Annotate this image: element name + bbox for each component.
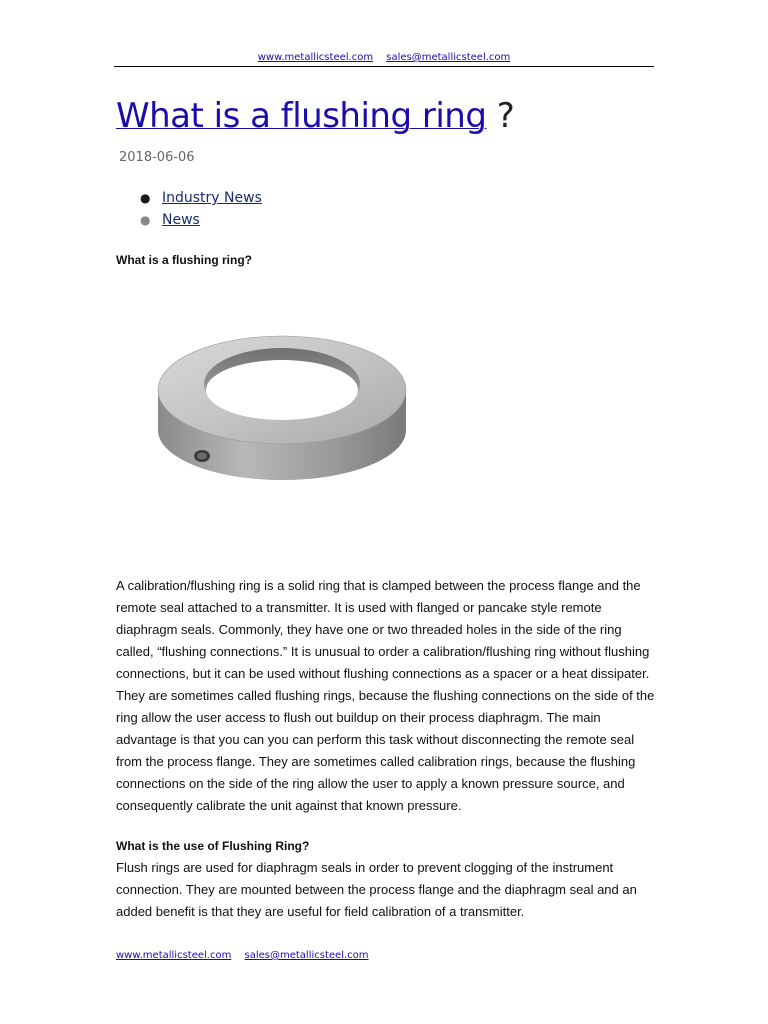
category-item [116,188,262,210]
post-date: 2018-06-06 [119,150,195,165]
paragraph-use: Flush rings are used for diaphragm seals in order to prevent clogging of the instrument connection. They are mounted between the process flange and the diaphragm seal and an added benefit is that they are useful for field calibration of a transmitter. [116,860,637,919]
category-link-industry-news[interactable]: Industry News [162,190,262,206]
footer-links [116,950,379,961]
header-divider [114,66,654,67]
title-suffix: ? [496,96,515,136]
category-item [116,210,262,232]
flushing-ring-image [150,318,415,483]
bullet-icon: ● [140,213,151,227]
bullet-icon: ● [140,191,151,205]
header-website-link[interactable]: www.metallicsteel.com [257,52,374,63]
category-list [116,188,262,232]
header-links [0,52,768,63]
title-link[interactable]: What is a flushing ring [116,96,487,136]
header-email-link[interactable]: sales@metallicsteel.com [386,52,511,63]
section-heading-what-is: What is a flushing ring? [116,253,252,267]
page-title [116,96,514,136]
category-link-news[interactable]: News [162,212,200,228]
paragraph-intro: A calibration/flushing ring is a solid ring that is clamped between the process flange and the remote seal attached to a transmitter. It is used with flanged or pancake style remote diaphragm seals. Commonly, they have one or two threaded holes in the side of the ring called, “flushing connections.” It is unusual to order a calibration/flushing ring without flushing connections, but it can be used without flushing connections as a spacer or a heat dissipater. They are sometimes called flushing rings, because the flushing connections on the side of the ring allow the user access to flush out buildup on their process diaphragm. The main advantage is that you can you can perform this task without disconnecting the remote seal from the process flange. They are sometimes called calibration rings, because the flushing connections on the side of the ring allow the user to apply a known pressure source, and consequently calibrate the unit against that known pressure. [116,578,655,813]
footer-email-link[interactable]: sales@metallicsteel.com [244,950,369,961]
section-heading-use: What is the use of Flushing Ring? [116,839,310,853]
footer-website-link[interactable]: www.metallicsteel.com [116,950,232,961]
